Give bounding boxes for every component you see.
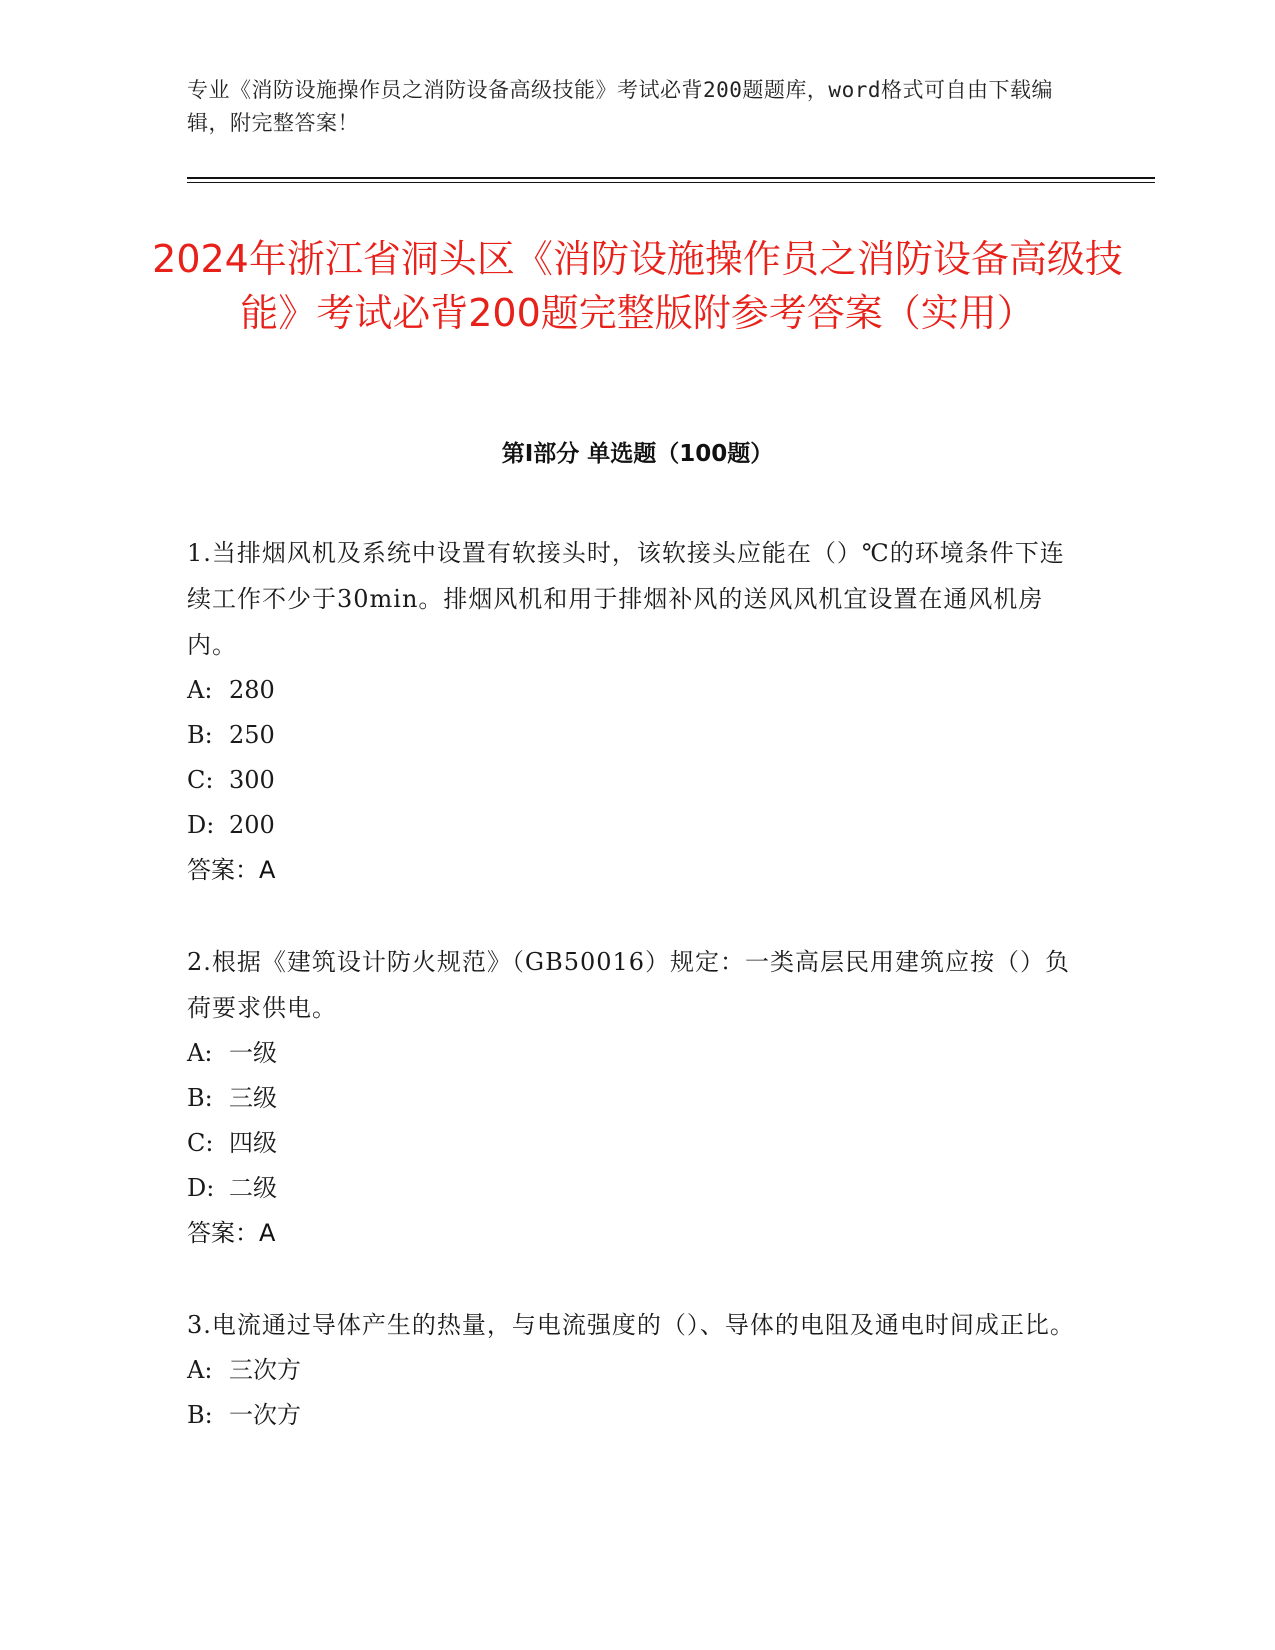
header-note: 专业《消防设施操作员之消防设备高级技能》考试必背200题题库，word格式可自由下载编辑，附完整答案！ [187,78,1053,135]
header-rule-thick [187,177,1155,179]
option-text: 200 [229,811,275,839]
answer-line: 答案：A [187,856,276,884]
option-text: 二级 [229,1174,277,1202]
option-a [187,1348,1087,1393]
option-c [187,1121,1087,1166]
option-label: C: [187,766,214,794]
option-d [187,803,1087,848]
option-label: D: [187,811,215,839]
option-text: 280 [229,676,275,704]
option-label: A: [187,1039,213,1067]
option-label: A: [187,676,213,704]
option-text: 一级 [229,1039,277,1067]
question-1 [187,530,1087,893]
option-label: B: [187,1084,213,1112]
option-label: D: [187,1174,215,1202]
option-text: 一次方 [229,1401,301,1429]
option-b [187,713,1087,758]
question-text: 2.根据《建筑设计防火规范》（GB50016）规定：一类高层民用建筑应按（）负荷要求供电。 [187,948,1071,1022]
document-title: 2024年浙江省洞头区《消防设施操作员之消防设备高级技能》考试必背200题完整版附参考答案（实用） [152,237,1123,335]
section-title: 第Ⅰ部分 单选题（100题） [501,441,774,467]
option-a [187,1031,1087,1076]
option-c [187,758,1087,803]
option-b [187,1076,1087,1121]
option-d [187,1166,1087,1211]
option-a [187,668,1087,713]
question-text: 3.电流通过导体产生的热量，与电流强度的（）、导体的电阻及通电时间成正比。 [187,1311,1075,1339]
option-label: B: [187,721,213,749]
header-rule-thin [187,182,1155,183]
question-list [187,530,1087,1484]
option-b [187,1393,1087,1438]
option-label: C: [187,1129,214,1157]
option-label: A: [187,1356,213,1384]
question-text: 1.当排烟风机及系统中设置有软接头时，该软接头应能在（）℃的环境条件下连续工作不少于30min。排烟风机和用于排烟补风的送风风机宜设置在通风机房内。 [187,539,1065,659]
option-text: 四级 [229,1129,277,1157]
question-3 [187,1302,1087,1438]
option-text: 250 [229,721,275,749]
option-label: B: [187,1401,213,1429]
option-text: 300 [229,766,275,794]
question-2 [187,939,1087,1256]
answer-line: 答案：A [187,1219,276,1247]
option-text: 三次方 [229,1356,301,1384]
option-text: 三级 [229,1084,277,1112]
